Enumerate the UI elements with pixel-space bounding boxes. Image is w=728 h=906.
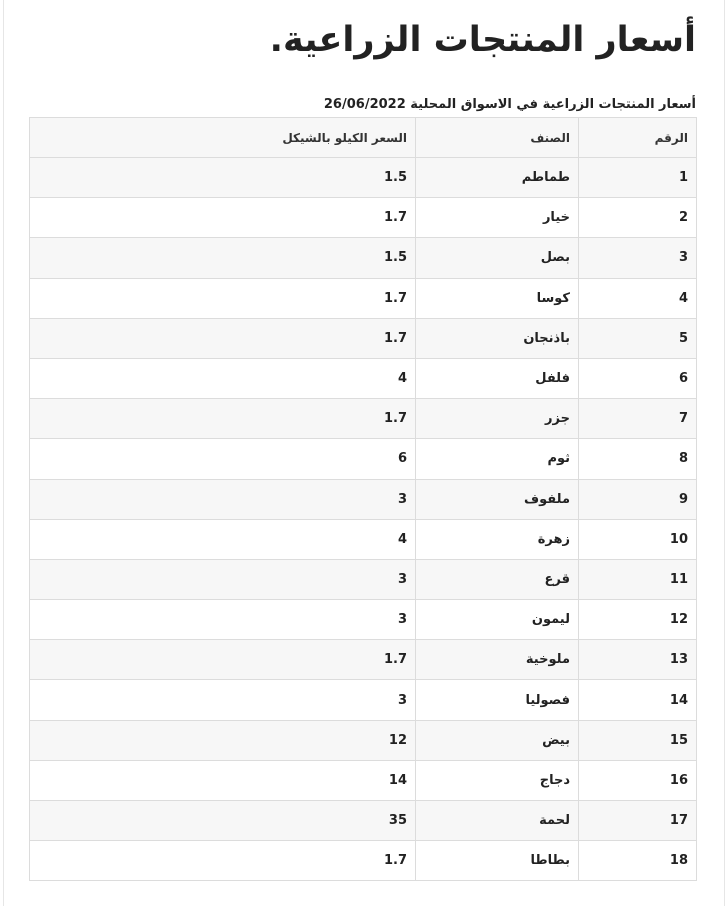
cell-price: 12 bbox=[30, 720, 416, 760]
table-row bbox=[30, 519, 697, 559]
cell-number: 8 bbox=[579, 439, 697, 479]
cell-price: 3 bbox=[30, 680, 416, 720]
cell-item: بيض bbox=[416, 720, 579, 760]
cell-number: 1 bbox=[579, 158, 697, 198]
table-row bbox=[30, 358, 697, 398]
cell-price: 1.7 bbox=[30, 841, 416, 881]
cell-price: 1.7 bbox=[30, 318, 416, 358]
cell-number: 5 bbox=[579, 318, 697, 358]
cell-price: 1.5 bbox=[30, 238, 416, 278]
cell-number: 14 bbox=[579, 680, 697, 720]
cell-number: 18 bbox=[579, 841, 697, 881]
table-row bbox=[30, 640, 697, 680]
table-row bbox=[30, 479, 697, 519]
table-row bbox=[30, 439, 697, 479]
column-header-item: الصنف bbox=[416, 118, 579, 158]
cell-price: 3 bbox=[30, 559, 416, 599]
cell-price: 1.7 bbox=[30, 640, 416, 680]
cell-item: فلفل bbox=[416, 358, 579, 398]
cell-item: بصل bbox=[416, 238, 579, 278]
cell-number: 2 bbox=[579, 198, 697, 238]
cell-price: 35 bbox=[30, 801, 416, 841]
cell-number: 11 bbox=[579, 559, 697, 599]
table-row bbox=[30, 760, 697, 800]
table-row bbox=[30, 399, 697, 439]
column-header-price: السعر الكيلو بالشيكل bbox=[30, 118, 416, 158]
cell-item: طماطم bbox=[416, 158, 579, 198]
cell-item: قرع bbox=[416, 559, 579, 599]
cell-item: كوسا bbox=[416, 278, 579, 318]
cell-price: 4 bbox=[30, 358, 416, 398]
cell-price: 1.7 bbox=[30, 198, 416, 238]
cell-number: 12 bbox=[579, 600, 697, 640]
cell-number: 16 bbox=[579, 760, 697, 800]
cell-item: خيار bbox=[416, 198, 579, 238]
cell-price: 1.7 bbox=[30, 399, 416, 439]
cell-item: جزر bbox=[416, 399, 579, 439]
table-row bbox=[30, 158, 697, 198]
cell-number: 3 bbox=[579, 238, 697, 278]
column-header-number: الرقم bbox=[579, 118, 697, 158]
page-title: أسعار المنتجات الزراعية. bbox=[269, 20, 696, 60]
table-row bbox=[30, 600, 697, 640]
table-row bbox=[30, 559, 697, 599]
table-body bbox=[30, 158, 697, 881]
table-caption: أسعار المنتجات الزراعية في الاسواق المحلية 26/06/2022 bbox=[323, 97, 696, 112]
cell-number: 13 bbox=[579, 640, 697, 680]
cell-price: 3 bbox=[30, 600, 416, 640]
cell-price: 3 bbox=[30, 479, 416, 519]
cell-item: بطاطا bbox=[416, 841, 579, 881]
cell-item: باذنجان bbox=[416, 318, 579, 358]
cell-item: ليمون bbox=[416, 600, 579, 640]
cell-item: زهرة bbox=[416, 519, 579, 559]
cell-price: 6 bbox=[30, 439, 416, 479]
cell-number: 17 bbox=[579, 801, 697, 841]
cell-number: 4 bbox=[579, 278, 697, 318]
cell-item: دجاج bbox=[416, 760, 579, 800]
cell-price: 1.7 bbox=[30, 278, 416, 318]
cell-number: 7 bbox=[579, 399, 697, 439]
cell-item: ملفوف bbox=[416, 479, 579, 519]
cell-item: لحمة bbox=[416, 801, 579, 841]
cell-item: ملوخية bbox=[416, 640, 579, 680]
cell-item: ثوم bbox=[416, 439, 579, 479]
table-row bbox=[30, 680, 697, 720]
table-row bbox=[30, 720, 697, 760]
table-row bbox=[30, 841, 697, 881]
table-row bbox=[30, 238, 697, 278]
cell-item: فصوليا bbox=[416, 680, 579, 720]
cell-price: 14 bbox=[30, 760, 416, 800]
cell-number: 10 bbox=[579, 519, 697, 559]
table-row bbox=[30, 278, 697, 318]
table-row bbox=[30, 318, 697, 358]
table-header-row bbox=[30, 118, 697, 158]
table-row bbox=[30, 198, 697, 238]
cell-number: 9 bbox=[579, 479, 697, 519]
cell-price: 1.5 bbox=[30, 158, 416, 198]
cell-number: 15 bbox=[579, 720, 697, 760]
prices-table bbox=[29, 117, 697, 881]
table-row bbox=[30, 801, 697, 841]
cell-price: 4 bbox=[30, 519, 416, 559]
cell-number: 6 bbox=[579, 358, 697, 398]
